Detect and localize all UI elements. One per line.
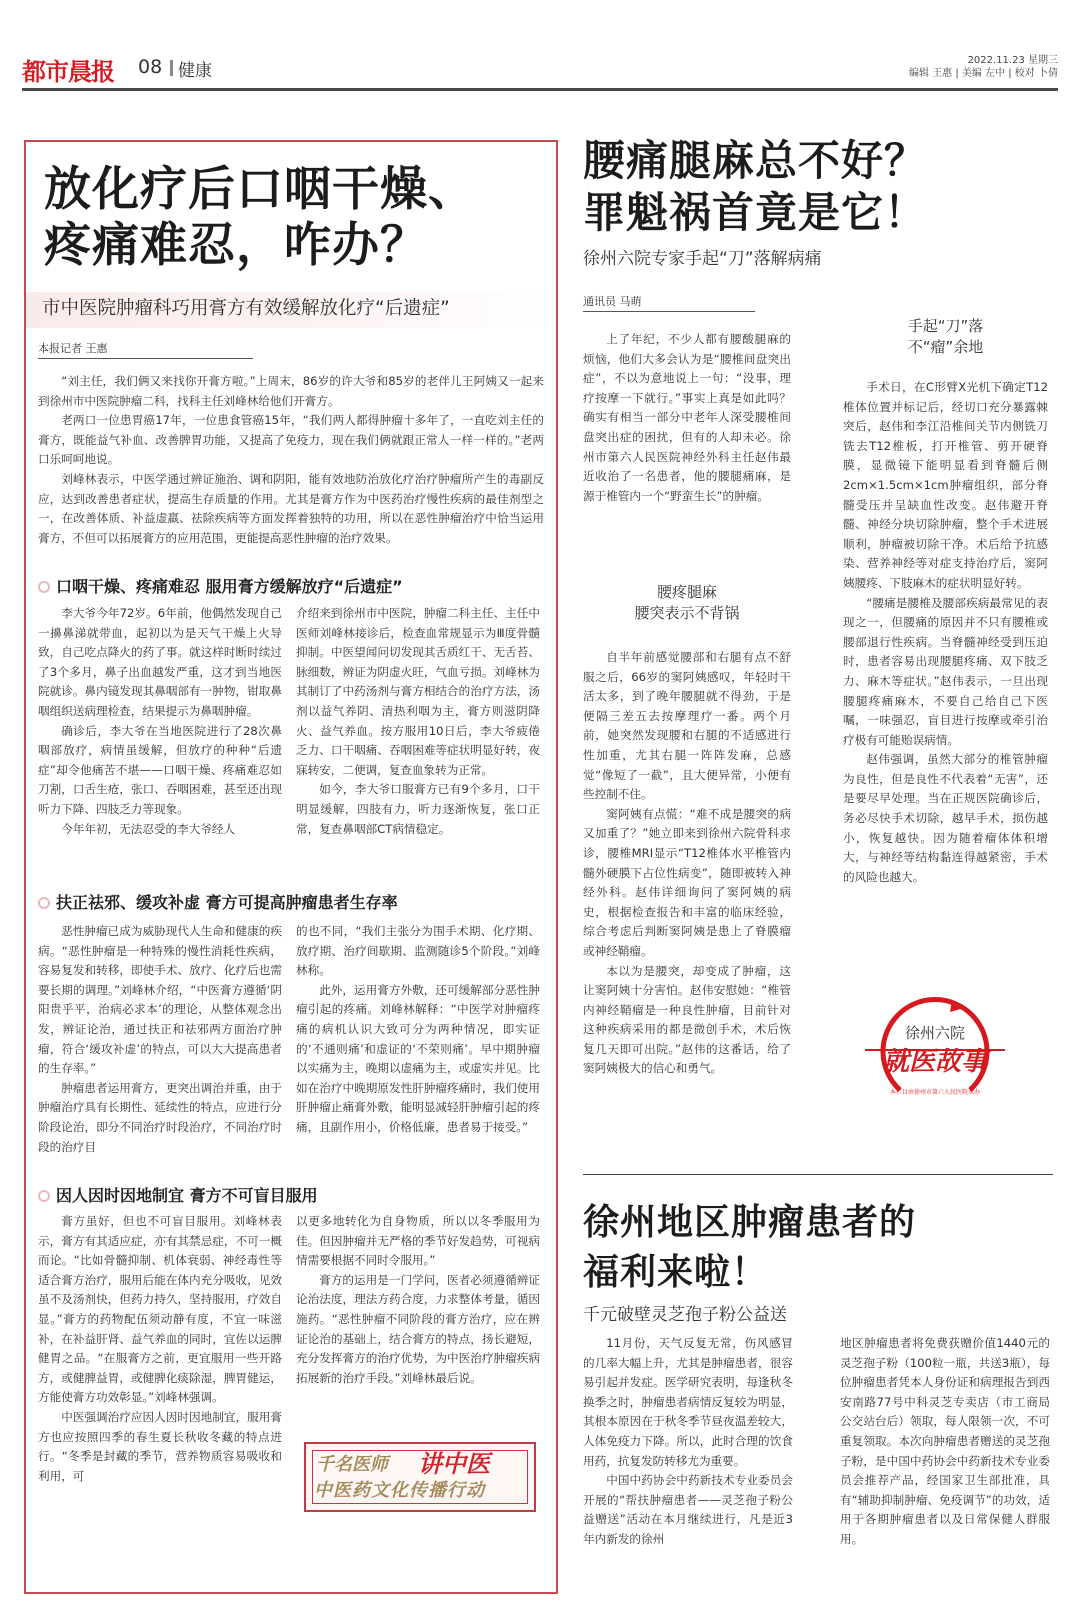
article-subtitle: 市中医院肿瘤科巧用膏方有效缓解放化疗“后遗症” [26, 292, 556, 328]
logo-ring-text: 本栏目由徐州市第六人民医院承办 [889, 1089, 981, 1096]
article-headline [44, 162, 554, 274]
paragraph-continued: 的也不同，“我们主张分为围手术期、化疗期、放疗期、治疗间歇期、监测随诊5个阶段。”刘峰林称。 [296, 924, 540, 978]
headline-line-1: 腰痛腿麻总不好？ [583, 136, 928, 185]
section-heading-text: 口咽干燥、疼痛难忍 服用膏方缓解放疗“后遗症” [56, 577, 403, 596]
paragraph: 本以为是腰突，却变成了肿瘤，这让窦阿姨十分害怕。赵伟安慰她：“椎管内神经鞘瘤是一种良性肿瘤，目前针对这种疾病采用的都是微创手术，术后恢复几天即可出院。”赵伟的这番话，给了窦阿姨极大的信心和勇气。 [583, 963, 791, 1076]
editorial-credits: 编辑 王惠 | 美编 左中 | 校对 卜倩 [909, 68, 1058, 79]
paragraph: 自半年前感觉腰部和右腿有点不舒服之后，66岁的窦阿姨感叹，年轻时干活太多，到了晚年腰腿就不得劲，于是便隔三差五去按摩理疗一番。两个月前，她突然发现腰和右腿的不适感进行性加重，尤其右腿一阵阵发麻，总感觉“像短了一截”，且大便异常，小便有些控制不住。 [583, 650, 791, 802]
section-column-b [296, 1212, 540, 1388]
paragraph: 膏方的运用是一门学问，医者必须遵循辨证论治法度，理法方药合度，力求整体考量，循因施药。“恶性肿瘤不同阶段的膏方治疗，应在辨证论治的基础上，结合膏方的特点，扬长避短，充分发挥膏方的治疗优势，为中医治疗肿瘤疾病拓展新的治疗手段。”刘峰林最后说。 [296, 1272, 540, 1385]
paragraph: 恶性肿瘤已成为威胁现代人生命和健康的疾病。“恶性肿瘤是一种特殊的慢性消耗性疾病，容易复发和转移，即使手术、放疗、化疗后也需要长期的调理。”刘峰林介绍，“中医膏方遵循‘阴阳贵乎平，治病必求本’的理论，从整体观念出发，辨证论治，通过扶正和祛邪两方面治疗肿瘤，符合‘缓攻补虚’的特点，可以大大提高患者的生存率。” [38, 924, 282, 1076]
circle-bullet-icon [38, 897, 50, 909]
issue-meta [909, 54, 1058, 80]
paragraph-continued: 介绍来到徐州市中医院，肿瘤二科主任、主任中医师刘峰林接诊后，检查血常规显示为Ⅲ度骨髓抑制。中医望闻问切发现其舌质红干、无舌苔、脉细数，辨证为阴虚火旺，气血亏损。刘峰林为其制订了中药汤剂与膏方相结合的治疗方法，汤剂以益气养阴、清热利咽为主，膏方则滋阴降火、益气养血。按方服用10日后，李大爷疲倦乏力、口干咽痛、吞咽困难等症状明显好转，夜寐转安，二便调，复查血象转为正常。 [296, 606, 540, 777]
article-headline [583, 135, 1053, 239]
paragraph: 肿瘤患者运用膏方，更突出调治并重，由于肿瘤治疗具有长期性、延续性的特点，应进行分阶段论治，即分不同治疗时段治疗，不同治疗时段的治疗目 [38, 1080, 282, 1154]
paragraph: “刘主任，我们俩又来找你开膏方啦。”上周末，86岁的许大爷和85岁的老伴儿王阿姨又一起来到徐州市中医院肿瘤二科，找科主任刘峰林给他们开膏方。 [38, 374, 544, 408]
page-number: 08 [138, 56, 163, 78]
masthead-rule [22, 88, 1058, 91]
paragraph: 此外，运用膏方外敷，还可缓解部分恶性肿瘤引起的疼痛。刘峰林解释：“中医学对肿瘤疼痛的病机认识大致可分为两种情况，即实证的‘不通则痛’和虚证的‘不荣则痛’。早中期肿瘤以实痛为主，晚期以虚痛为主，或虚实并见。比如在治疗中晚期原发性肝肿瘤疼痛时，我们使用肝肿瘤止痛膏外敷，能明显减轻肝肿瘤引起的疼痛，且副作用小，价格低廉，患者易于接受。” [296, 982, 540, 1134]
article-lead [38, 372, 544, 548]
paragraph: “腰痛是腰椎及腰部疾病最常见的表现之一，但腰痛的原因并不只有腰椎或腰部退行性疾病。当脊髓神经受到压迫时，患者容易出现腰腿疼痛、双下肢乏力、麻木等症状。”赵伟表示，一旦出现腰腿疼痛麻木，不要自己给自己下医嘱，一味强忍，盲目进行按摩或牵引治疗极有可能贻误病情。 [843, 595, 1048, 747]
headline-line-2: 疼痛难忍，咋办？ [44, 218, 428, 273]
paragraph-continued: 以更多地转化为自身物质，所以以冬季服用为佳。但因肿瘤并无严格的季节好发趋势，可视病情需要根据不同时令服用。” [296, 1214, 540, 1268]
paragraph: 膏方虽好，但也不可盲目服用。刘峰林表示，膏方有其适应症，亦有其禁忌症，不可一概而论。“比如骨髓抑制、机体衰弱、神经毒性等适合膏方治疗，服用后能在体内充分吸收，见效虽不及汤剂快，但药力持久，坚持服用，疗效自显。”膏方的药物配伍须动静有度，不宜一味滋补，在补益肝肾、益气养血的同时，宜佐以运脾健胃之品。“在服膏方之前，更宜服用一些开路方，或健脾益胃，或健脾化痰除湿，脾胃健运，方能使膏方功效彰显。”刘峰林强调。 [38, 1214, 282, 1405]
logo-main-text: 就医故事 [882, 1047, 988, 1077]
article-intro [583, 330, 791, 506]
masthead-bar [22, 50, 1058, 86]
subheading-line-1: 手起“刀”落 [907, 317, 984, 335]
column-logo [860, 990, 1010, 1110]
paragraph: 上了年纪，不少人都有腰酸腿麻的烦恼，他们大多会认为是“腰椎间盘突出症”，不以为意地说上一句：“没事，理疗按摩一下就行。”事实上真是如此吗？确实有相当一部分中老年人深受腰椎间盘突出症的困扰，但有的人却未必。徐州市第六人民医院神经外科主任赵伟最近收治了一名患者，他的腰腿痛麻，是源于椎管内一个“野蛮生长”的肿瘤。 [583, 332, 791, 503]
inline-subheading [843, 316, 1048, 358]
article-subtitle: 徐州六院专家手起“刀”落解病痛 [583, 249, 822, 269]
section-column-a [38, 922, 282, 1157]
inline-subheading [583, 582, 791, 624]
article-tcm-paste-therapy [24, 140, 558, 1594]
subheading-line-2: 不“瘤”余地 [907, 338, 984, 356]
paragraph: 11月份，天气反复无常，伤风感冒的几率大幅上升，尤其是肿瘤患者，很容易引起并发症。医学研究表明，每逢秋冬换季之时，肿瘤患者病情反复较为明显，其根本原因在于秋冬季节昼夜温差较大，人体免疫力下降。所以，此时合理的饮食用药，抗复发防转移尤为重要。 [583, 1336, 793, 1468]
headline-line-2: 福利来啦！ [583, 1252, 769, 1293]
paragraph: 老两口一位患胃癌17年，一位患食管癌15年，“我们两人都得肿瘤十多年了，一直吃刘主任的膏方，既能益气补血、改善脾胃功能，又提高了免疫力，现在我们俩就跟正常人一样一样的。”老两口乐呵呵地说。 [38, 413, 544, 467]
section-column-b [296, 604, 540, 839]
section-heading [38, 576, 544, 598]
headline-line-1: 徐州地区肿瘤患者的 [583, 1202, 917, 1243]
article-subtitle: 千元破壁灵芝孢子粉公益送 [583, 1305, 787, 1325]
paragraph-continued: 地区肿瘤患者将免费获赠价值1440元的灵芝孢子粉（100粒一瓶，共送3瓶），每位肿瘤患者凭本人身份证和病理报告到西安南路77号中科灵芝专卖店（市工商局公交站台后）领取，每人限领一次，不可重复领取。本次向肿瘤患者赠送的灵芝孢子粉，是中国中药协会中药新技术专业委员会推荐产品，经国家卫生部批准，具有“辅助抑制肿瘤、免疫调节”的功效，适用于各期肿瘤患者以及日常保健人群服用。 [840, 1336, 1050, 1546]
section-name: 健康 [178, 61, 212, 81]
article-byline: 本报记者 王惠 [38, 340, 253, 359]
article-column-1 [583, 1334, 793, 1550]
section-column-b [296, 922, 540, 1138]
divider [170, 60, 173, 76]
article-divider [583, 1174, 1053, 1175]
article-column-2 [843, 378, 1048, 887]
headline-line-2: 罪魁祸首竟是它！ [583, 188, 928, 237]
paragraph: 确诊后，李大爷在当地医院进行了28次鼻咽部放疗，病情虽缓解，但放疗的种种“后遗症”却令他痛苦不堪——口咽干燥、疼痛难忍如刀割，口舌生疮，张口、吞咽困难，甚至还出现听力下降、四肢乏力等现象。 [38, 723, 282, 816]
article-column-2 [840, 1334, 1050, 1550]
section-column-a [38, 604, 282, 839]
section-column-a [38, 1212, 282, 1486]
paragraph: 赵伟强调，虽然大部分的椎管肿瘤为良性，但是良性不代表着“无害”，还是要尽早处理。当在正规医院确诊后，务必尽快手术切除，越早手术，损伤越小，恢复越快。因为随着瘤体体积增大，与神经等结构黏连得越紧密，手术的风险也越大。 [843, 752, 1048, 884]
paragraph: 手术日，在C形臂X光机下确定T12椎体位置并标记后，经切口充分暴露棘突后，赵伟和李江沿椎间关节内侧铣刀铣去T12椎板，打开椎管、剪开硬脊膜，显微镜下能明显看到脊髓后侧2cm×1.5cm×1cm肿瘤组织，部分脊髓受压并呈缺血性改变。赵伟避开脊髓、神经分块切除肿瘤，整个手术进展顺利，肿瘤被切除干净。术后给予抗感染、营养神经等对症支持治疗后，窦阿姨腰疼、下肢麻木的症状明显好转。 [843, 380, 1048, 590]
article-headline [583, 1198, 1053, 1298]
paragraph: 如今，李大爷口服膏方已有9个多月，口干明显缓解，四肢有力，听力逐渐恢复，张口正常，复查鼻咽部CT病情稳定。 [296, 782, 540, 836]
article-byline: 通讯员 马萌 [583, 293, 755, 312]
section-heading [38, 892, 544, 914]
paragraph: 刘峰林表示，中医学通过辨证施治、调和阴阳，能有效地防治放化疗治疗肿瘤所产生的毒副反应，达到改善患者症状，提高生存质量的作用。尤其是膏方作为中医药治疗慢性疾病的最佳剂型之一，在改善体质、补益虚羸、祛除疾病等方面发挥着独特的功用，所以在恶性肿瘤治疗中恰当运用膏方，不但可以拓展膏方的应用范围，更能提高恶性肿瘤的治疗效果。 [38, 471, 544, 545]
section-heading-text: 因人因时因地制宜 膏方不可盲目服用 [56, 1186, 318, 1205]
banner-line-1: 千名医师 [316, 1454, 388, 1475]
circle-bullet-icon [38, 581, 50, 593]
banner-script-text: 讲中医 [418, 1449, 490, 1478]
section-heading-text: 扶正祛邪、缓攻补虚 膏方可提高肿瘤患者生存率 [56, 893, 398, 912]
subheading-line-1: 腰疼腿麻 [656, 583, 717, 601]
column-logo-emblem-icon [860, 990, 1010, 1110]
newspaper-logo: 都市晨报 [22, 58, 114, 86]
paragraph: 今年年初，无法忍受的李大爷经人 [61, 821, 236, 836]
headline-line-1: 放化疗后口咽干燥、 [44, 162, 476, 217]
subheading-line-2: 腰突表示不背锅 [634, 604, 740, 622]
article-column-1 [583, 648, 791, 1079]
paragraph: 窦阿姨有点慌：“难不成是腰突的病又加重了？”她立即来到徐州六院骨科求诊，腰椎MRI显示“T12椎体水平椎管内髓外硬膜下占位性病变”，随即被转入神经外科。赵伟详细询问了窦阿姨的病史，根据检查报告和丰富的临床经验，综合考虑后判断窦阿姨是患上了脊膜瘤或神经鞘瘤。 [583, 806, 791, 958]
campaign-banner [304, 1442, 536, 1512]
issue-date: 2022.11.23 星期三 [967, 55, 1058, 66]
logo-top-text: 徐州六院 [904, 1024, 966, 1042]
circle-bullet-icon [38, 1190, 50, 1202]
paragraph: 中医强调治疗应因人因时因地制宜，服用膏方也应按照四季的春生夏长秋收冬藏的特点进行。“冬季是封藏的季节，营养物质容易吸收和利用，可 [38, 1409, 282, 1483]
paragraph: 李大爷今年72岁。6年前，他偶然发现自己一擤鼻涕就带血，起初以为是天气干燥上火导致，自己吃点降火的药了事。就这样时断时续过了3个多月，鼻子出血越发严重，这才到当地医院就诊。鼻内镜发现其鼻咽部有一肿物，钳取鼻咽组织送病理检查，结果提示为鼻咽肿瘤。 [38, 606, 282, 718]
banner-line-2: 中医药文化传播行动 [314, 1480, 485, 1501]
section-heading [38, 1185, 544, 1207]
paragraph: 中国中药协会中药新技术专业委员会开展的“帮扶肿瘤患者——灵芝孢子粉公益赠送”活动在本月继续进行，凡是近3年内新发的徐州 [583, 1473, 793, 1546]
